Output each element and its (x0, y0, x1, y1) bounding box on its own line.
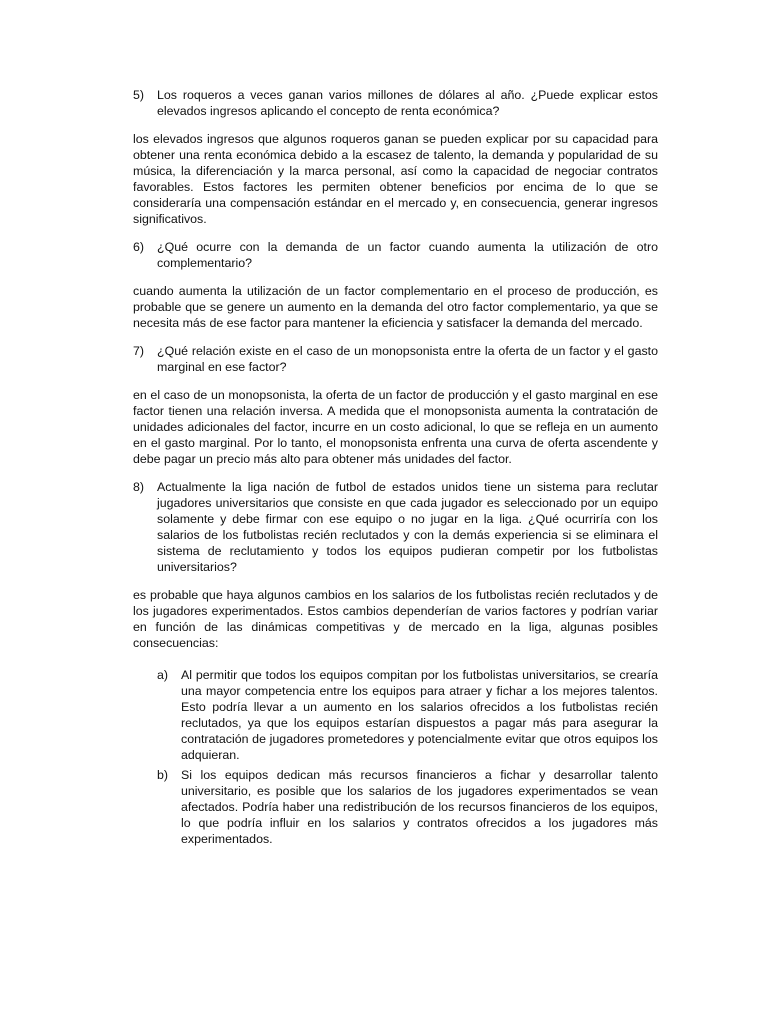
question-text: ¿Qué relación existe en el caso de un monopsonista entre la oferta de un factor y el gasto marginal en ese factor? (157, 344, 658, 374)
document-page (133, 87, 658, 851)
answer-7: en el caso de un monopsonista, la oferta de un factor de producción y el gasto marginal en ese factor tienen una relación inversa. A medida que el monopsonista aumenta la contratación de unidades adicionales del factor, incurre en un costo adicional, lo que se refleja en un aumento en el gasto marginal. Por lo tanto, el monopsonista enfrenta una curva de oferta ascendente y debe pagar un precio más alto para obtener más unidades del factor. (133, 388, 658, 466)
consequence-list (133, 667, 658, 847)
question-text: Los roqueros a veces ganan varios millones de dólares al año. ¿Puede explicar estos elevados ingresos aplicando el concepto de renta económica? (157, 88, 658, 118)
answer-8: es probable que haya algunos cambios en los salarios de los futbolistas recién reclutados y de los jugadores experimentados. Estos cambios dependerían de varios factores y podrían variar en función de las dinámicas competitivas y de mercado en la liga, algunas posibles consecuencias: (133, 588, 658, 650)
answer-6: cuando aumenta la utilización de un factor complementario en el proceso de producción, es probable que se genere un aumento en la demanda del otro factor complementario, ya que se necesita más de ese factor para mantener la eficiencia y satisfacer la demanda del mercado. (133, 284, 658, 330)
question-text: ¿Qué ocurre con la demanda de un factor cuando aumenta la utilización de otro complementario? (157, 240, 658, 270)
question-number: 6) (133, 240, 145, 254)
question-number: 5) (133, 88, 145, 102)
question-number: 8) (133, 480, 145, 494)
question-7 (133, 343, 658, 375)
question-8 (133, 479, 658, 575)
question-text: Actualmente la liga nación de futbol de estados unidos tiene un sistema para reclutar jugadores universitarios que consiste en que cada jugador es seleccionado por un equipo solamente y debe firmar con ese equipo o no jugar en la liga. ¿Qué ocurriría con los salarios de los futbolistas recién reclutados y con la demás experiencia si se eliminara el sistema de reclutamiento y todos los equipos pudieran competir por los futbolistas universitarios? (157, 480, 658, 574)
consequence-b (157, 767, 658, 847)
answer-5: los elevados ingresos que algunos roqueros ganan se pueden explicar por su capacidad para obtener una renta económica debido a la escasez de talento, la demanda y popularidad de su música, la diferenciación y la marca personal, así como la capacidad de negociar contratos favorables. Estos factores les permiten obtener beneficios por encima de lo que se consideraría una compensación estándar en el mercado y, en consecuencia, generar ingresos significativos. (133, 132, 658, 226)
question-5 (133, 87, 658, 119)
consequence-text: Al permitir que todos los equipos compitan por los futbolistas universitarios, se crearía una mayor competencia entre los equipos para atraer y fichar a los mejores talentos. Esto podría llevar a un aumento en los salarios ofrecidos a los futbolistas recién reclutados, ya que los equipos estarían dispuestos a pagar más para asegurar la contratación de jugadores prometedores y potencialmente evitar que otros equipos los adquieran. (181, 668, 658, 762)
consequence-text: Si los equipos dedican más recursos financieros a fichar y desarrollar talento universitario, es posible que los salarios de los jugadores experimentados se vean afectados. Podría haber una redistribución de los recursos financieros de los equipos, lo que podría influir en los salarios y contratos ofrecidos a los jugadores más experimentados. (181, 768, 658, 846)
consequence-label: a) (157, 668, 169, 682)
question-number: 7) (133, 344, 145, 358)
question-6 (133, 239, 658, 271)
consequence-a (157, 667, 658, 763)
consequence-label: b) (157, 768, 169, 782)
